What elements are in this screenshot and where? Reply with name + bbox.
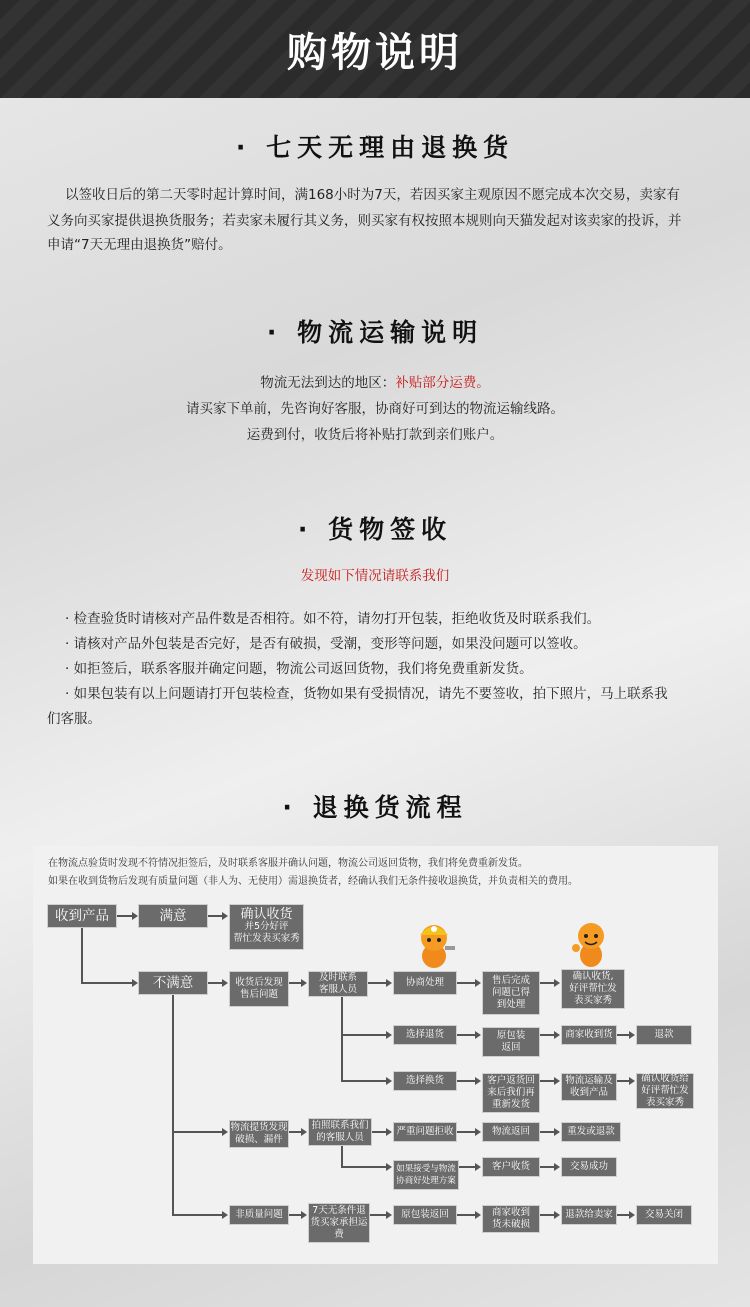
flow-after-issue-2: 售后问题 bbox=[239, 989, 278, 1000]
flow-confirm-3-line3: 表买家秀 bbox=[645, 1097, 684, 1108]
flow-customer-receive: 客户收货 bbox=[482, 1157, 540, 1177]
flow-merchant-ok-2: 货未破损 bbox=[491, 1219, 530, 1230]
section-title-logistics: · 物流运输说明 bbox=[266, 318, 484, 347]
flow-confirm-sub1: 并5分好评 bbox=[244, 921, 289, 932]
flow-contact-2: 客服人员 bbox=[318, 984, 357, 995]
flow-note-1: 在物流点验货时发现不符情况拒签后，及时联系客服并确认问题，物流公司返回货物，我们将免费重新发货。 bbox=[48, 858, 528, 869]
flow-success: 交易成功 bbox=[561, 1157, 617, 1177]
flow-after-issue-1: 收货后发现 bbox=[235, 977, 283, 988]
mascot-thumbs-up-icon bbox=[568, 918, 614, 968]
mascot-worker-icon bbox=[411, 920, 457, 970]
sign-receipt-subtitle: 发现如下情况请联系我们 bbox=[300, 568, 450, 584]
flow-logistics-receive-2: 收到产品 bbox=[569, 1087, 608, 1098]
flow-logistics-receive-1: 物流运输及 bbox=[565, 1075, 613, 1086]
list-item: · 检查验货时请核对产品件数是否相符。如不符，请勿打开包装，拒绝收货及时联系我们。 bbox=[65, 611, 601, 627]
flow-customer-return-1: 客户返货回 bbox=[487, 1075, 535, 1086]
flow-logistics-receive bbox=[561, 1073, 617, 1101]
flow-confirm-2 bbox=[561, 969, 625, 1009]
flow-confirm-sub2: 帮忙发表买家秀 bbox=[233, 933, 300, 944]
flow-confirm-2-line2: 好评帮忙发 bbox=[569, 983, 617, 994]
return-policy-line-3: 申请“7天无理由退换货”赔付。 bbox=[47, 237, 232, 253]
flow-original-return-2: 原包装返回 bbox=[393, 1205, 457, 1225]
flow-customer-return-3: 重新发货 bbox=[491, 1099, 530, 1110]
section-title-sign-receipt: · 货物签收 bbox=[297, 515, 453, 544]
list-item: · 如拒签后，联系客服并确定问题，物流公司返回货物，我们将免费重新发货。 bbox=[65, 661, 533, 677]
flow-confirm-3 bbox=[636, 1073, 694, 1109]
flow-photo-contact-1: 拍照联系我们 bbox=[311, 1120, 369, 1131]
flow-negotiate: 协商处理 bbox=[393, 971, 457, 995]
flow-satisfied: 满意 bbox=[138, 904, 208, 928]
flow-damage-2: 破损、漏件 bbox=[235, 1134, 283, 1145]
flow-refund-seller: 退款给卖家 bbox=[561, 1205, 617, 1225]
flow-damage-1: 物流提货发现 bbox=[230, 1122, 288, 1133]
flow-original-return bbox=[482, 1027, 540, 1057]
flow-done-3: 到处理 bbox=[496, 999, 526, 1010]
list-item: 们客服。 bbox=[47, 711, 101, 727]
list-item: · 如果包装有以上问题请打开包装检查，货物如果有受损情况，请先不要签收，拍下照片，马上联系我 bbox=[65, 686, 668, 702]
flow-done-2: 问题已得 bbox=[491, 987, 530, 998]
section-title-return-flow: · 退换货流程 bbox=[282, 793, 468, 822]
flow-note-2: 如果在收到货物后发现有质量问题（非人为、无使用）需退换货者，经确认我们无条件接收退换货，并负责相关的费用。 bbox=[48, 876, 578, 887]
flow-damage bbox=[229, 1120, 289, 1148]
flow-closed: 交易关闭 bbox=[636, 1205, 692, 1225]
logistics-line-2: 请买家下单前，先咨询好客服，协商好可到达的物流运输线路。 bbox=[186, 401, 564, 417]
flow-confirm-3-line1: 确认收货给 bbox=[641, 1073, 689, 1084]
flow-customer-return bbox=[482, 1073, 540, 1113]
flow-original-return-2: 返回 bbox=[501, 1042, 521, 1053]
flow-merchant-receive: 商家收到货 bbox=[561, 1025, 617, 1045]
flow-refund: 退款 bbox=[636, 1025, 692, 1045]
flow-severe-reject: 严重问题拒收 bbox=[393, 1122, 457, 1142]
flow-unsatisfied: 不满意 bbox=[138, 971, 208, 995]
logistics-text bbox=[0, 370, 750, 448]
logistics-line-3: 运费到付，收货后将补贴打款到亲们账户。 bbox=[246, 427, 504, 443]
flow-choose-exchange: 选择换货 bbox=[393, 1071, 457, 1091]
flow-after-issue bbox=[229, 971, 289, 1007]
flow-photo-contact-2: 的客服人员 bbox=[316, 1132, 364, 1143]
flow-choose-return: 选择退货 bbox=[393, 1025, 457, 1045]
flow-confirm bbox=[229, 904, 304, 950]
logistics-line-1-prefix: 物流无法到达的地区： bbox=[260, 375, 396, 391]
flow-accept-plan bbox=[393, 1160, 459, 1190]
flow-original-return-1: 原包装 bbox=[496, 1030, 526, 1041]
flow-seven-day-2: 货买家承担运 bbox=[310, 1217, 368, 1228]
flow-merchant-ok bbox=[482, 1205, 540, 1233]
flow-contact bbox=[308, 971, 368, 997]
flow-seven-day-3: 费 bbox=[334, 1229, 344, 1240]
return-flowchart bbox=[33, 846, 718, 1264]
logistics-subsidy-highlight: 补贴部分运费。 bbox=[395, 375, 490, 391]
list-item: · 请核对产品外包装是否完好，是否有破损，受潮，变形等问题，如果没问题可以签收。 bbox=[65, 636, 587, 652]
flow-accept-plan-1: 如果接受与物流 bbox=[396, 1164, 456, 1174]
flow-photo-contact bbox=[308, 1118, 372, 1146]
flow-customer-return-2: 来后我们再 bbox=[487, 1087, 535, 1098]
return-policy-line-1: 以签收日后的第二天零时起计算时间，满168小时为7天，若因买家主观原因不愿完成本次交易，卖家有 bbox=[65, 187, 680, 203]
flow-logistics-return: 物流返回 bbox=[482, 1122, 540, 1142]
flow-confirm-2-line1: 确认收货, bbox=[572, 971, 614, 982]
flow-done-1: 售后完成 bbox=[491, 975, 530, 986]
flow-done bbox=[482, 971, 540, 1015]
return-policy-line-2: 义务向买家提供退换货服务；若卖家未履行其义务，则买家有权按照本规则向天猫发起对该卖家的投诉，并 bbox=[47, 213, 682, 229]
flow-receive: 收到产品 bbox=[47, 904, 117, 928]
flow-seven-day-1: 7天无条件退 bbox=[312, 1205, 366, 1216]
sign-receipt-list bbox=[47, 607, 707, 732]
flow-accept-plan-2: 协商好处理方案 bbox=[396, 1176, 456, 1186]
flow-confirm-2-line3: 表买家秀 bbox=[573, 995, 612, 1006]
flow-seven-day bbox=[308, 1203, 370, 1243]
page-title: 购物说明 bbox=[287, 29, 463, 76]
flow-confirm-3-line2: 好评帮忙发 bbox=[641, 1085, 689, 1096]
header-banner bbox=[0, 0, 750, 98]
flow-contact-1: 及时联系 bbox=[318, 972, 357, 983]
flow-non-quality: 非质量问题 bbox=[229, 1205, 289, 1225]
logistics-line-1 bbox=[0, 370, 750, 396]
flow-confirm-title: 确认收货 bbox=[240, 907, 293, 922]
section-title-return-policy: · 七天无理由退换货 bbox=[235, 133, 515, 162]
flow-resend-refund: 重发或退款 bbox=[561, 1122, 621, 1142]
flow-merchant-ok-1: 商家收到 bbox=[491, 1207, 530, 1218]
